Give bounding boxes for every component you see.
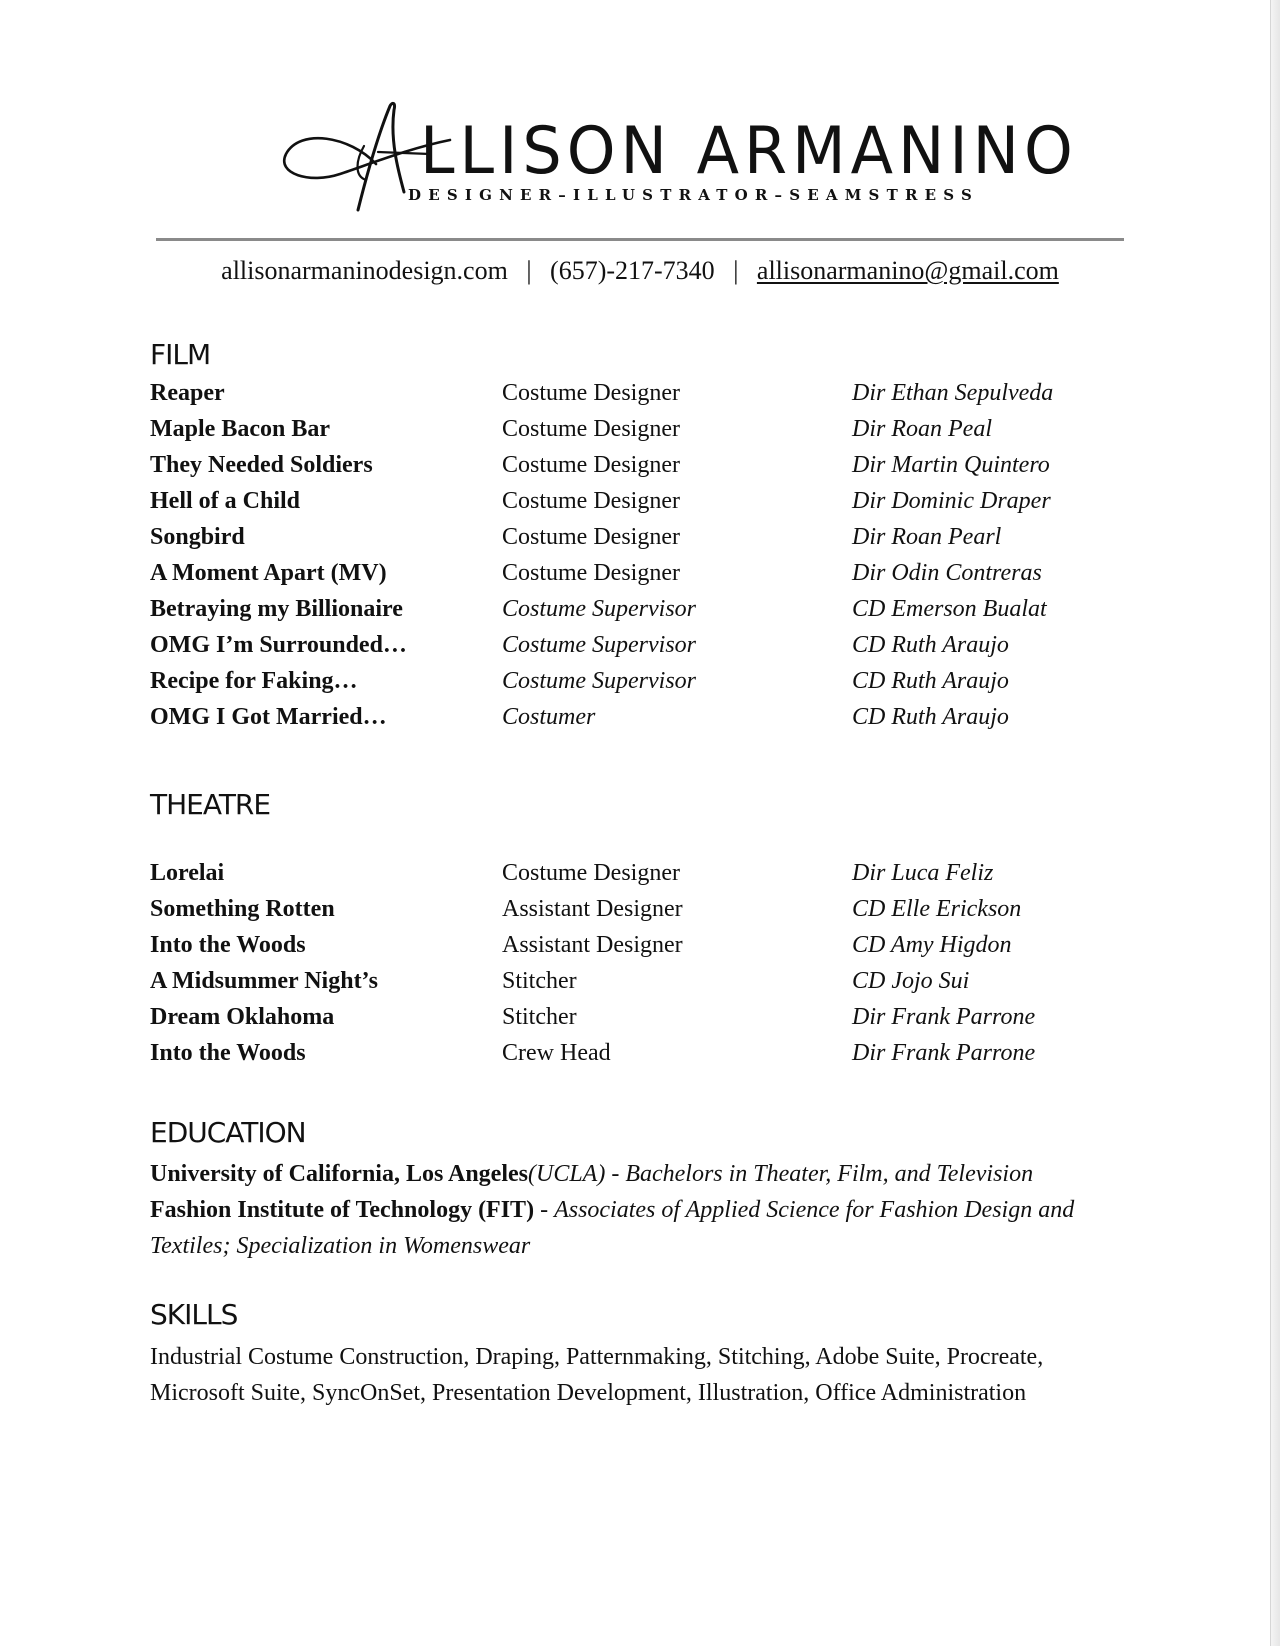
credit-title: Into the Woods (150, 1040, 306, 1066)
credit-row (150, 632, 1130, 668)
credit-director: Dir Odin Contreras (852, 560, 1042, 586)
credit-role: Stitcher (502, 968, 577, 994)
credit-title: OMG I Got Married… (150, 704, 387, 730)
credit-role: Costume Designer (502, 560, 680, 586)
credit-row (150, 488, 1130, 524)
credit-role: Costume Designer (502, 860, 680, 886)
credit-title: Something Rotten (150, 896, 335, 922)
credit-role: Crew Head (502, 1040, 611, 1066)
credit-role: Costume Designer (502, 488, 680, 514)
credit-row (150, 932, 1130, 968)
credit-row (150, 1040, 1130, 1076)
credit-row (150, 380, 1130, 416)
credit-director: Dir Dominic Draper (852, 488, 1051, 514)
credit-title: A Moment Apart (MV) (150, 560, 387, 586)
contact-line (0, 256, 1280, 286)
section-title-skills: SKILLS (150, 1298, 238, 1331)
credit-row (150, 668, 1130, 704)
skills-text: Industrial Costume Construction, Draping, Patternmaking, Stitching, Adobe Suite, Procreate, Microsoft Suite, SyncOnSet, Presentation Development, Illustration, Office Administration (150, 1344, 1044, 1406)
credit-row (150, 560, 1130, 596)
credit-role: Costume Designer (502, 452, 680, 478)
credit-director: CD Emerson Bualat (852, 596, 1047, 622)
credit-director: Dir Martin Quintero (852, 452, 1050, 478)
contact-separator: | (526, 256, 532, 285)
credit-role: Assistant Designer (502, 896, 683, 922)
credit-title: A Midsummer Night’s (150, 968, 378, 994)
credit-row (150, 860, 1130, 896)
credit-director: CD Jojo Sui (852, 968, 970, 994)
credit-row (150, 704, 1130, 740)
education-entry (150, 1156, 1130, 1192)
credit-row (150, 596, 1130, 632)
credit-title: OMG I’m Surrounded… (150, 632, 407, 658)
header-divider (156, 238, 1124, 241)
credit-role: Costume Supervisor (502, 632, 696, 658)
credit-role: Costume Designer (502, 524, 680, 550)
credit-title: Reaper (150, 380, 225, 406)
school-name: University of California, Los Angeles (150, 1161, 528, 1187)
entry-dash: - (534, 1197, 555, 1223)
credit-title: Recipe for Faking… (150, 668, 358, 694)
credit-title: Songbird (150, 524, 245, 550)
credit-row (150, 416, 1130, 452)
website-link[interactable]: allisonarmaninodesign.com (221, 256, 508, 285)
credit-director: Dir Luca Feliz (852, 860, 994, 886)
credit-director: CD Ruth Araujo (852, 632, 1009, 658)
contact-separator: | (733, 256, 739, 285)
degree-text: Associates of Applied Science for Fashion Design and Textiles; Specialization in Womenswear (150, 1197, 1075, 1259)
logo (280, 100, 1078, 220)
credit-director: Dir Roan Pearl (852, 524, 1002, 550)
education-entry (150, 1192, 1130, 1264)
email-link[interactable]: allisonarmanino@gmail.com (756, 256, 1059, 285)
credit-director: Dir Frank Parrone (852, 1004, 1036, 1030)
section-title-theatre: THEATRE (150, 788, 271, 821)
credit-title: Maple Bacon Bar (150, 416, 330, 442)
credit-role: Costume Supervisor (502, 668, 696, 694)
credit-row (150, 452, 1130, 488)
school-name: Fashion Institute of Technology (FIT) (150, 1197, 535, 1223)
credit-role: Costume Designer (502, 380, 680, 406)
degree-text: (UCLA) - Bachelors in Theater, Film, and Television (528, 1161, 1034, 1187)
credit-title: Hell of a Child (150, 488, 301, 514)
credit-row (150, 896, 1130, 932)
page-edge (1270, 0, 1280, 1646)
logo-name: LLISON ARMANINO (420, 112, 1078, 189)
credit-role: Assistant Designer (502, 932, 683, 958)
credit-row (150, 1004, 1130, 1040)
credit-title: Into the Woods (150, 932, 306, 958)
credit-director: CD Ruth Araujo (852, 668, 1009, 694)
section-title-education: EDUCATION (150, 1116, 306, 1149)
credit-director: Dir Ethan Sepulveda (852, 380, 1054, 406)
section-title-film: FILM (150, 338, 211, 371)
credit-director: Dir Roan Peal (852, 416, 992, 442)
theatre-credits (150, 860, 1130, 1076)
credit-title: Lorelai (150, 860, 225, 886)
credit-row (150, 524, 1130, 560)
education-list (150, 1156, 1130, 1264)
phone-number: (657)-217-7340 (550, 256, 715, 285)
credit-title: Dream Oklahoma (150, 1004, 335, 1030)
credit-role: Costumer (502, 704, 596, 730)
credit-role: Stitcher (502, 1004, 577, 1030)
film-credits (150, 380, 1130, 740)
credit-director: Dir Frank Parrone (852, 1040, 1036, 1066)
credit-row (150, 968, 1130, 1004)
credit-title: Betraying my Billionaire (150, 596, 403, 622)
credit-director: CD Ruth Araujo (852, 704, 1009, 730)
credit-role: Costume Designer (502, 416, 680, 442)
credit-director: CD Amy Higdon (852, 932, 1012, 958)
credit-director: CD Elle Erickson (852, 896, 1022, 922)
credit-title: They Needed Soldiers (150, 452, 373, 478)
logo-tagline: DESIGNER–ILLUSTRATOR–SEAMSTRESS (408, 186, 979, 204)
credit-role: Costume Supervisor (502, 596, 696, 622)
